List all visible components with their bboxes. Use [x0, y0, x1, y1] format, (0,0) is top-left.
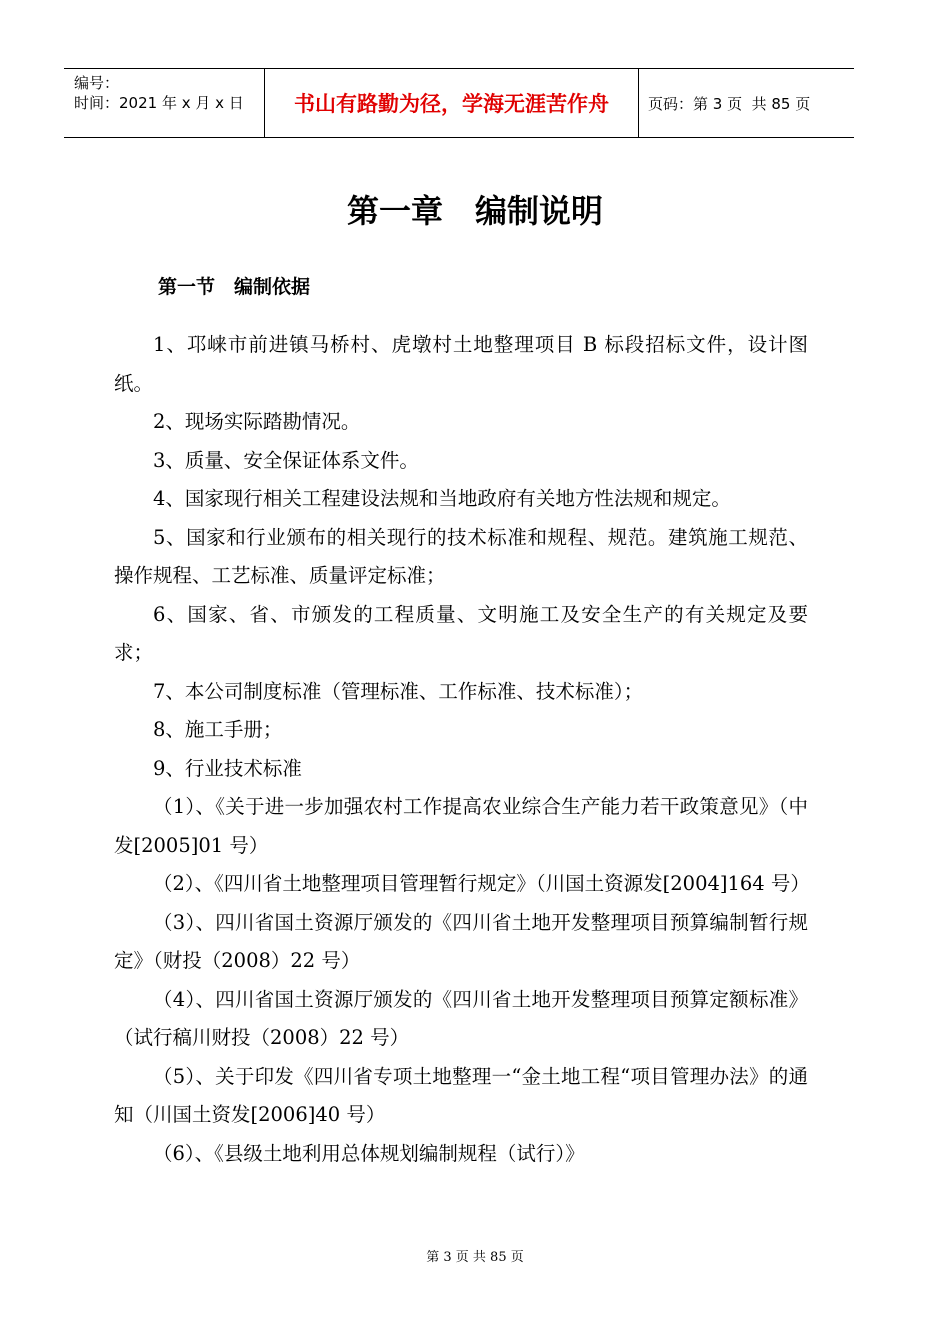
paragraph: 3、质量、安全保证体系文件。	[153, 448, 419, 472]
paragraph: （6）、《县级土地利用总体规划编制规程（试行）》	[153, 1141, 585, 1165]
paragraph: （3）、四川省国土资源厅颁发的《四川省土地开发整理项目预算编制暂行规定》（财投（2008）22 号）	[114, 910, 808, 972]
paragraph: 1、邛崃市前进镇马桥村、虎墩村土地整理项目 B 标段招标文件，设计图纸。	[114, 333, 808, 395]
paragraph: 9、行业技术标准	[153, 756, 302, 780]
paragraph: （4）、四川省国土资源厅颁发的《四川省土地开发整理项目预算定额标准》（试行稿川财投（2008）22 号）	[114, 987, 808, 1049]
paragraph: 8、施工手册；	[153, 718, 283, 741]
header-page-code: 页码：第 3 页 共 85 页	[648, 94, 811, 113]
paragraph: （1）、《关于进一步加强农村工作提高农业综合生产能力若干政策意见》（中发[2005]01 号）	[114, 795, 808, 857]
chapter-title: 第一章 编制说明	[346, 192, 603, 230]
document-body	[114, 326, 808, 1173]
paragraph: 6、国家、省、市颁发的工程质量、文明施工及安全生产的有关规定及要求；	[114, 602, 808, 664]
page-footer: 第 3 页 共 85 页	[426, 1250, 524, 1265]
paragraph: 2、现场实际踏勘情况。	[153, 410, 361, 433]
header-meta	[64, 69, 265, 137]
paragraph: （5）、关于印发《四川省专项土地整理一“金土地工程“项目管理办法》的通知（川国土资发[2006]40 号）	[114, 1064, 808, 1126]
paragraph: 7、本公司制度标准（管理标准、工作标准、技术标准）；	[153, 679, 644, 703]
document-number-label: 编号：	[74, 74, 120, 92]
paragraph: （2）、《四川省土地整理项目管理暂行规定》（川国土资源发[2004]164 号）	[153, 872, 810, 895]
section-title: 第一节 编制依据	[158, 276, 311, 298]
paragraph: 5、国家和行业颁布的相关现行的技术标准和规程、规范。建筑施工规范、操作规程、工艺标准、质量评定标准；	[114, 525, 808, 587]
document-date: 时间：2021 年 x 月 x 日	[74, 94, 244, 112]
document-header	[64, 68, 854, 138]
header-motto: 书山有路勤为径，学海无涯苦作舟	[265, 69, 639, 137]
paragraph: 4、国家现行相关工程建设法规和当地政府有关地方性法规和规定。	[153, 487, 731, 510]
